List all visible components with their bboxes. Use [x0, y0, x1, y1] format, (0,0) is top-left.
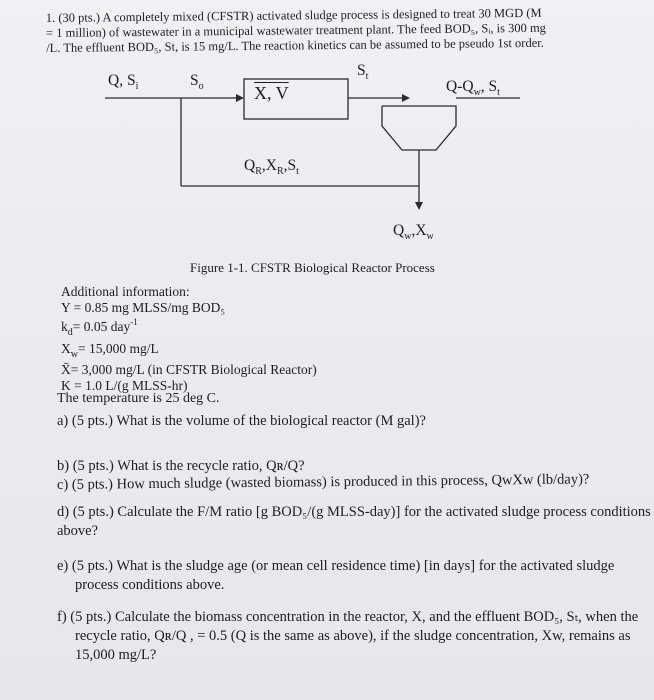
question-e-line-2: process conditions above.: [75, 577, 225, 593]
rate-constant: K = 1.0 L/(g MLSS-hr): [61, 377, 188, 393]
question-e-line-1: e) (5 pts.) What is the sludge age (or mean cell residence time) [in days] for the activated sludge: [57, 558, 615, 574]
question-f-line-1: f) (5 pts.) Calculate the biomass concentration in the reactor, X, and the effluent BOD₅, Sₜ, when the: [57, 609, 639, 625]
effluent-label: $Q-Q_w$, $S_t$: [446, 78, 500, 98]
waste-arrow: [415, 202, 423, 210]
problem-line-1: 1. (30 pts.) A completely mixed (CFSTR) activated sludge process is designed to treat 30 MGD (M: [45, 5, 542, 25]
inlet-arrow: [236, 94, 244, 102]
yield-coefficient: Y = 0.85 mg MLSS/mg BOD₅: [61, 299, 226, 315]
question-f-line-3: 15,000 mg/L?: [75, 647, 157, 663]
waste-label: $Q_w,X_w$: [393, 222, 434, 242]
cfstr-process-diagram: [0, 0, 654, 260]
question-b: b) (5 pts.) What is the recycle ratio, Qʀ/Q?: [57, 458, 305, 474]
waste-concentration: $X_w= 15,000$ mg/L: [61, 340, 159, 360]
additional-information: [61, 284, 317, 393]
figure-caption: Figure 1-1. CFSTR Biological Reactor Process: [190, 260, 435, 275]
question-d-line-1: d) (5 pts.) Calculate the F/M ratio [g BOD₅/(g MLSS-day)] for the activated sludge process conditions: [57, 504, 651, 520]
decay-coefficient: $k_d= 0.05$ day$^{-1}$: [61, 317, 138, 338]
reactor-outlet-arrow: [402, 94, 410, 102]
reactor-label: X, V: [254, 83, 289, 103]
so-label: $S_o$: [190, 72, 204, 92]
reactor-biomass: X̄= 3,000 mg/L (in CFSTR Biological Reactor): [61, 362, 317, 377]
question-d: [57, 503, 651, 541]
problem-line-2: = 1 million) of wastewater in a municipal wastewater treatment plant. The feed BOD₅, Sᵢ, is 300 mg: [45, 20, 546, 40]
question-e: [57, 557, 632, 595]
question-d-line-2: above?: [57, 523, 99, 539]
temperature-statement: The temperature is 25 deg C.: [57, 391, 220, 406]
recycle-label: $Q_R,X_R,S_t$: [244, 157, 299, 177]
question-c: c) (5 pts.) How much sludge (wasted biomass) is produced in this process, QwXw (lb/day)?: [56, 471, 590, 493]
additional-heading: Additional information:: [61, 284, 190, 299]
st-label: $S_t$: [357, 62, 369, 82]
problem-line-3: /L. The effluent BOD₅, St, is 15 mg/L. The reaction kinetics can be assumed to be pseudo 1st order.: [46, 35, 544, 55]
question-f-line-2: recycle ratio, Qʀ/Q , = 0.5 (Q is the same as above), if the sludge concentration, Xw, remains as: [75, 628, 631, 644]
question-f: [57, 608, 642, 665]
inlet-label: Q, $S_i$: [108, 72, 139, 92]
clarifier: [382, 106, 456, 150]
question-a: a) (5 pts.) What is the volume of the biological reactor (M gal)?: [57, 413, 426, 429]
